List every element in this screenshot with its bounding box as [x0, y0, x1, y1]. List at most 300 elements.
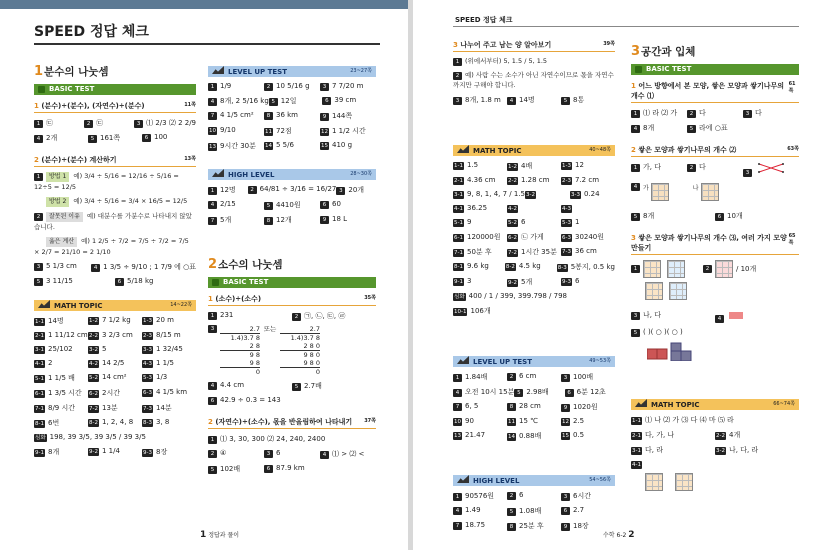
- answer-cell: [88, 403, 142, 413]
- answer-cell: [561, 491, 615, 501]
- answer-text: 2.7: [573, 506, 585, 514]
- answer-cell: [561, 232, 615, 242]
- answer-row: [453, 387, 615, 397]
- answer-text: 1.49: [465, 506, 481, 514]
- answer-text: 다, 라: [644, 446, 663, 454]
- answer-cell: [507, 161, 561, 171]
- answer-cell: [561, 372, 615, 382]
- answer-cell: [507, 372, 561, 382]
- answer-text: 5개: [520, 278, 533, 286]
- answer-cell: [561, 161, 615, 171]
- answer-text: 20개: [348, 186, 365, 194]
- question-number: 3: [34, 263, 43, 271]
- basic-icon: [212, 279, 219, 286]
- question-number: 3-1: [35, 347, 44, 353]
- question-number: 13: [209, 144, 216, 150]
- answer-text: 20 m: [155, 316, 174, 324]
- answer-text: 2.7배: [304, 382, 322, 390]
- answer-text: 87.9 km: [276, 464, 305, 472]
- answer-cell: [631, 415, 734, 425]
- answer-cell: [91, 262, 196, 272]
- question-number: 1-2: [89, 318, 98, 324]
- question-number: 7-3: [562, 249, 571, 255]
- answer-cell: [88, 316, 142, 326]
- answer-cell: [88, 418, 142, 428]
- answer-text: 1 11/12 cm: [47, 331, 88, 339]
- answer-text: 6 cm: [519, 372, 537, 380]
- division-line: 2 8: [249, 342, 260, 350]
- view-grid-5: [669, 282, 687, 300]
- answer-cell: [248, 185, 337, 195]
- answer-text: 1 1/5 배: [47, 374, 75, 382]
- answer-text: 21.47: [465, 431, 486, 439]
- answer-text: 10 5/16 g: [276, 82, 310, 90]
- answer-text: 3 2/3 cm: [101, 331, 133, 339]
- answer-cell: [88, 373, 142, 383]
- answer-cell: [631, 445, 715, 455]
- question-number: 1-3: [143, 318, 152, 324]
- mountain-icon: [635, 399, 647, 407]
- question-number: 5: [561, 97, 570, 105]
- division-line: 9 8: [220, 350, 260, 359]
- question-number: 1-1: [35, 319, 44, 325]
- answer-row: [34, 316, 196, 326]
- answer-row: [453, 431, 615, 441]
- question-number: 2-3: [143, 333, 152, 339]
- question-number: 4: [91, 264, 100, 272]
- question-number: 5: [514, 389, 523, 397]
- answer-row: [208, 434, 376, 444]
- answer-row: [453, 218, 615, 227]
- question-number: 6: [208, 397, 217, 405]
- right-page: [413, 0, 821, 550]
- question-number: 8: [507, 523, 516, 531]
- question-number: 5-2: [508, 220, 517, 226]
- question-number: 1-1: [454, 163, 463, 169]
- answer-cell: [453, 262, 505, 272]
- answer-cell: [292, 381, 376, 391]
- block-grid-a: [651, 183, 669, 201]
- question-number: 2: [687, 110, 696, 118]
- question-number: 4: [453, 507, 462, 515]
- answer-cell: [320, 82, 376, 91]
- question-number: 6-1: [35, 391, 44, 397]
- basic-icon: [635, 66, 642, 73]
- answer-row: [453, 372, 615, 382]
- mountain-icon: [457, 475, 469, 483]
- answer-text: 0.88배: [519, 432, 542, 440]
- math-topic-bar: MATH TOPIC 40~48쪽: [453, 145, 615, 156]
- problem-heading: 3 나누어 주고 남는 양 알아보기 39쪽: [453, 40, 615, 52]
- question-number: 8: [264, 217, 273, 225]
- answer-text: 64/81 ÷ 3/16 = 16/27: [259, 185, 337, 193]
- question-number: 6-3: [562, 235, 571, 241]
- mountain-icon: [212, 66, 224, 74]
- answer-cell: [208, 449, 264, 459]
- division-line: 1.4)3.7 8: [220, 333, 260, 342]
- question-number: 2: [507, 492, 516, 500]
- answer-cell: [507, 247, 561, 257]
- answer-cell: [561, 218, 615, 227]
- answer-cell: [507, 277, 561, 287]
- answer-cell: [208, 141, 264, 151]
- answer-row: [453, 491, 615, 501]
- answer-text: 13분: [101, 404, 118, 412]
- question-number: 4: [208, 98, 217, 106]
- answer-rows: [631, 108, 799, 133]
- footer-left: 1 정답과 풀이: [200, 530, 240, 540]
- answer-cell: [264, 82, 320, 91]
- division-left: [220, 325, 260, 376]
- page-title: SPEED 정답 체크: [34, 24, 149, 40]
- view-grid-4: [645, 282, 663, 300]
- question-number: 1: [453, 493, 462, 501]
- mountain-icon: [38, 300, 50, 308]
- right-col-1: [453, 40, 615, 531]
- cube-figure: [647, 341, 799, 363]
- answer-cell: [687, 108, 743, 118]
- question-number: 13: [454, 433, 461, 439]
- answer-cell: [142, 388, 196, 398]
- question-number: 4-1: [632, 462, 641, 468]
- answer-text: 14명: [47, 317, 64, 325]
- answer-text: 1, 2, 4, 8: [101, 418, 134, 426]
- answer-text: 9: [466, 218, 472, 226]
- answer-text: 6시간: [573, 492, 591, 500]
- answer-cell: [561, 277, 615, 287]
- answer-cell: [88, 133, 142, 143]
- division-line: 0: [220, 367, 260, 376]
- title-underline: [34, 43, 380, 45]
- answer-cell: [264, 141, 320, 151]
- answer-row: [453, 247, 615, 257]
- answer-cell: [320, 141, 376, 151]
- answer-cell: [507, 431, 561, 441]
- question-number: 7-1: [35, 406, 44, 412]
- answer-cell: [631, 460, 715, 469]
- answer-cell: [34, 277, 115, 286]
- answer-text: 28 cm: [519, 402, 541, 410]
- answer-text: 102배: [220, 465, 241, 473]
- high-level-bar: HIGH LEVEL 28~30쪽: [208, 169, 376, 180]
- answer-text: 다: [699, 109, 706, 117]
- question-number: 5: [507, 508, 516, 516]
- answer-cell: [34, 403, 88, 413]
- topic-grid-1: [645, 473, 663, 491]
- view-grid-2: [667, 260, 685, 278]
- answer-text: 14분: [155, 404, 172, 412]
- answer-cell: [561, 431, 615, 441]
- answer-cell: [453, 402, 507, 412]
- answer-row: [453, 176, 615, 185]
- question-number: 7: [453, 522, 462, 530]
- answer-row: [208, 185, 376, 195]
- answer-text: 6: [520, 218, 526, 226]
- answer-cell: [507, 176, 561, 185]
- answer-cell: [453, 176, 507, 185]
- answer-text: 14 cm²: [101, 373, 127, 381]
- question-number: 2-2: [508, 178, 517, 184]
- answer-cell: [507, 506, 561, 516]
- question-number: 2-1: [454, 178, 463, 184]
- problem-heading: 2 (분수)÷(분수) 계산하기 13쪽: [34, 155, 196, 167]
- answer-text: 0.24: [583, 190, 600, 198]
- answer-row: [34, 118, 196, 128]
- question-number: 3: [561, 374, 570, 382]
- answer-cell: [88, 388, 142, 398]
- question-number: 3: [264, 450, 273, 458]
- answer-row: [208, 215, 376, 225]
- question-number: 4: [208, 382, 217, 390]
- answer-text: 60: [332, 200, 341, 208]
- answer-text: 30240원: [574, 233, 605, 241]
- answer-text: 1 3/5 시간: [47, 389, 82, 397]
- answer-row: [453, 521, 615, 531]
- answer-cell: [208, 215, 264, 225]
- answer-cell: [631, 108, 687, 118]
- answer-text: 0.5: [573, 431, 585, 439]
- top-bar: [0, 0, 408, 9]
- answer-rows: [453, 95, 615, 105]
- level-up-bar: LEVEL UP TEST 23~27쪽: [208, 66, 376, 77]
- answer-rows: [208, 185, 376, 225]
- question-number: 6: [264, 465, 273, 473]
- answer-text: 1.84배: [465, 373, 488, 381]
- question-number: 8-3: [143, 420, 152, 426]
- answer-text: 8/15 m: [155, 331, 181, 339]
- answer-cell: [320, 111, 376, 121]
- answer-text: 36 cm: [574, 247, 597, 255]
- answer-row: [208, 82, 376, 91]
- answer-cell: [142, 403, 196, 413]
- special-row-2: 10-1 106개: [454, 307, 491, 315]
- answer-text: 90576원: [465, 492, 495, 500]
- question-number: 1-1: [632, 418, 641, 424]
- answer-cell: [34, 345, 88, 354]
- answer-cell: [561, 417, 615, 426]
- answer-text: 4410원: [276, 201, 301, 209]
- question-number: 1: [34, 120, 43, 128]
- question-number: 9-3: [562, 279, 571, 285]
- answer-text: 8통: [573, 96, 585, 104]
- question-number: 6: [322, 97, 331, 105]
- answer-cell: [715, 430, 799, 440]
- answer-text: 5봉지, 0.5 kg: [570, 263, 615, 271]
- answer-cell: [34, 118, 84, 128]
- answer-rows: [631, 415, 799, 469]
- chapter-2-title: 2소수의 나눗셈: [208, 257, 283, 272]
- answer-row: [34, 403, 196, 413]
- level-up-bar: LEVEL UP TEST 49~53쪽: [453, 356, 615, 367]
- answer-text: 5/18 kg: [127, 277, 154, 285]
- question-number: 1: [208, 436, 217, 444]
- question-number: 3: [561, 493, 570, 501]
- question-number: 4: [453, 389, 462, 397]
- answer-cell: [557, 262, 615, 272]
- answer-text: 8개, 2 5/16 kg: [220, 97, 269, 105]
- answer-text: ⑴ 라 ⑵ 가: [643, 109, 678, 117]
- question-number: 6-2: [89, 391, 98, 397]
- answer-text: 6번: [47, 419, 60, 427]
- question-number: 3-3: [143, 347, 152, 353]
- wrong-reason: 2 잘못된 이유 예) 대분수를 가분수로 나타내지 않았습니다.: [34, 212, 192, 231]
- answer-rows: [34, 118, 196, 143]
- question-number: 7-2: [508, 250, 517, 256]
- question-number: 1-3: [562, 163, 571, 169]
- answer-row: [34, 262, 196, 272]
- question-number: 2-1: [35, 333, 44, 339]
- left-col-1: [34, 64, 196, 457]
- answer-cell: [453, 161, 507, 171]
- answer-row: [453, 161, 615, 171]
- question-number: 8: [264, 112, 273, 120]
- answer-row: [34, 277, 196, 286]
- answer-text: ⑴ > ⑵ <: [332, 450, 365, 458]
- answer-row: [208, 396, 376, 405]
- mountain-icon: [212, 169, 224, 177]
- answer-cell: [208, 396, 292, 405]
- answer-cell: [84, 118, 134, 128]
- answer-row: [208, 449, 376, 459]
- answer-text: 2/15: [220, 200, 236, 208]
- question-number: 15: [321, 143, 328, 149]
- answer-cell: [687, 123, 743, 133]
- answer-text: 25분 후: [519, 522, 544, 530]
- answer-text: 6, 5: [465, 402, 479, 410]
- answer-cell: [453, 387, 514, 397]
- answer-text: 9시간 30분: [220, 142, 256, 150]
- question-number: 1: [631, 110, 640, 118]
- answer-row: [453, 277, 615, 287]
- answer-cell: [208, 434, 325, 444]
- answer-cell: [507, 204, 561, 213]
- answer-text: 4 1/5 cm²: [220, 111, 254, 119]
- question-number: 4: [631, 125, 640, 133]
- answer-cell: [743, 123, 799, 133]
- answer-cell: [208, 200, 264, 210]
- question-number: 5-1: [35, 376, 44, 382]
- question-number: 5-1: [454, 220, 463, 226]
- answer-row: [631, 123, 799, 133]
- answer-row: [208, 311, 376, 321]
- answer-text: 2.5: [573, 417, 585, 425]
- answer-cell: [514, 387, 564, 397]
- question-number: 4: [507, 97, 516, 105]
- answer-text: 9, 8, 1, 4, 7 / 1.5: [466, 190, 525, 198]
- answer-cell: [570, 190, 615, 199]
- answer-row: [34, 359, 196, 368]
- answer-cell: [561, 176, 615, 185]
- math-topic-bar: MATH TOPIC 66~74쪽: [631, 399, 799, 410]
- special-row-2: 9-1 8개 9-2 1 1/4 9-3 8장: [35, 447, 168, 456]
- question-number: 2: [84, 120, 93, 128]
- answer-cell: [208, 311, 292, 321]
- division-line: 0: [280, 367, 320, 376]
- answer-row: [208, 141, 376, 151]
- answer-text: 42.9 ÷ 0.3 = 143: [220, 396, 281, 404]
- question-number: 2: [208, 450, 217, 458]
- question-number: 3-2: [89, 347, 98, 353]
- answer-text: 36 km: [276, 111, 299, 119]
- division-line: 9 8: [249, 359, 260, 367]
- answer-rows: [453, 491, 615, 531]
- answer-text: 18.75: [465, 521, 486, 529]
- view-grid-1: [643, 260, 661, 278]
- answer-cell: [325, 434, 376, 444]
- answer-cell: [507, 491, 561, 501]
- answer-cell: [208, 381, 292, 391]
- answer-row: [631, 415, 799, 425]
- question-number: 2-2: [89, 333, 98, 339]
- problem-heading: 1 (소수)÷(소수) 35쪽: [208, 294, 376, 306]
- question-number: 6-1: [454, 235, 463, 241]
- answer-cell: [208, 96, 269, 106]
- answer-text: 1: [574, 218, 580, 226]
- answer-row: [453, 95, 615, 105]
- division-line: 9 8 0: [280, 350, 320, 359]
- problem-heading: 2 (자연수)÷(소수), 몫을 반올림하여 나타내기 37쪽: [208, 417, 376, 429]
- question-number: 2: [264, 83, 273, 91]
- answer-cell: [142, 345, 196, 354]
- answer-text: 7 7/20 m: [332, 82, 364, 90]
- answer-text: 12개: [276, 216, 292, 224]
- question-number: 9: [320, 113, 329, 121]
- problem-heading: 2 쌓은 모양과 쌓기나무의 개수 ⑵ 63쪽: [631, 145, 799, 157]
- question-number: 2-2: [716, 433, 725, 439]
- topic-grid-2: [675, 473, 693, 491]
- answer-text: 410 g: [332, 141, 353, 149]
- answer-cell: [507, 417, 561, 426]
- answer-cell: [34, 373, 88, 383]
- question-number: 8-2: [505, 264, 515, 270]
- answer-cell: [34, 331, 88, 340]
- answer-rows: [34, 316, 196, 428]
- answer-rows: [453, 372, 615, 441]
- question-number: 2: [248, 186, 257, 194]
- question-number: 5: [269, 98, 278, 106]
- answer-text: 9/10: [220, 126, 236, 134]
- answer-cell: [142, 359, 196, 368]
- special-row: 심화 400 / 1 / 399, 399.798 / 798: [454, 292, 567, 300]
- answer-row: [453, 402, 615, 412]
- answer-row: [208, 111, 376, 121]
- answer-cell: [264, 464, 320, 474]
- mountain-icon: [457, 145, 469, 153]
- answer-cell: [322, 96, 376, 106]
- question-number: 3: [336, 187, 345, 195]
- answer-text: 1 1/2 시간: [332, 127, 366, 135]
- question-number: 8: [507, 403, 516, 411]
- answer-text: 72점: [276, 127, 292, 135]
- answer-cell: [88, 359, 142, 368]
- answer-cell: [561, 95, 615, 105]
- question-number: 4-3: [562, 206, 571, 212]
- answer-cell: [34, 359, 88, 368]
- answer-cell: [142, 373, 196, 383]
- answer-cell: [505, 262, 557, 272]
- answer-rows: [208, 311, 376, 321]
- answer-text: 1.28 cm: [520, 176, 550, 184]
- views-figures-2: [631, 282, 799, 300]
- answer-text: 14명: [519, 96, 535, 104]
- answer-text: 231: [220, 311, 234, 319]
- left-col-2: [208, 66, 376, 474]
- question-number: 12: [321, 129, 328, 135]
- answer-row: [453, 506, 615, 516]
- answer-cell: [453, 218, 507, 227]
- answer-cell: [208, 82, 264, 91]
- answer-cell: [453, 247, 507, 257]
